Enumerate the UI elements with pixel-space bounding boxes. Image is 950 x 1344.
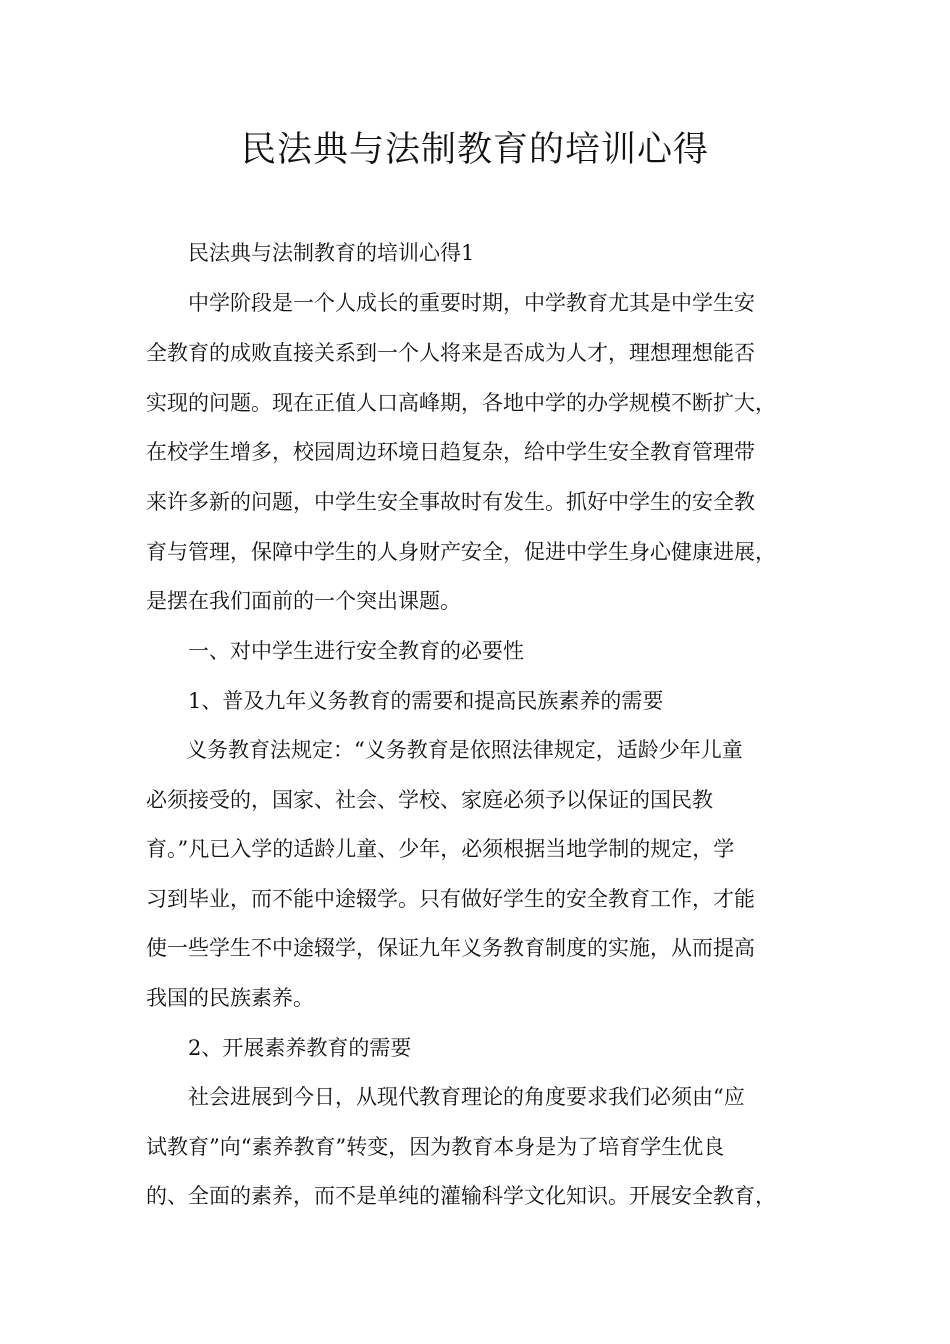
- paragraph-line: 习到毕业，而不能中途辍学。只有做好学生的安全教育工作，才能: [146, 887, 755, 911]
- paragraph-line: 使一些学生不中途辍学，保证九年义务教育制度的实施，从而提高: [146, 936, 755, 960]
- subsection-heading: 1、普及九年义务教育的需要和提高民族素养的需要: [188, 689, 664, 713]
- paragraph-line: 我国的民族素养。: [146, 986, 314, 1010]
- paragraph-line: 必须接受的，国家、社会、学校、家庭必须予以保证的国民教: [146, 788, 713, 812]
- paragraph-line: 实现的问题。现在正值人口高峰期，各地中学的办学规模不断扩大，: [146, 391, 776, 415]
- paragraph-line: 中学阶段是一个人成长的重要时期，中学教育尤其是中学生安: [188, 291, 755, 315]
- paragraph-line: 育。”凡已入学的适龄儿童、少年，必须根据当地学制的规定，学: [146, 837, 735, 861]
- paragraph-line: 社会进展到今日，从现代教育理论的角度要求我们必须由“应: [188, 1085, 745, 1109]
- paragraph-line: 在校学生增多，校园周边环境日趋复杂，给中学生安全教育管理带: [146, 440, 755, 464]
- paragraph-line: 的、全面的素养，而不是单纯的灌输科学文化知识。开展安全教育，: [146, 1184, 776, 1208]
- paragraph-line: 义务教育法规定：“义务教育是依照法律规定，适龄少年儿童: [186, 738, 743, 762]
- section-heading: 一、对中学生进行安全教育的必要性: [188, 639, 524, 663]
- section-heading: 民法典与法制教育的培训心得1: [188, 241, 475, 265]
- paragraph-line: 试教育”向“素养教育”转变，因为教育本身是为了培育学生优良: [146, 1135, 725, 1159]
- document-title: 民法典与法制教育的培训心得: [240, 130, 709, 170]
- paragraph-line: 育与管理，保障中学生的人身财产安全，促进中学生身心健康进展，: [146, 540, 776, 564]
- paragraph-line: 是摆在我们面前的一个突出课题。: [146, 589, 461, 613]
- paragraph-line: 全教育的成败直接关系到一个人将来是否成为人才，理想理想能否: [146, 341, 755, 365]
- subsection-heading: 2、开展素养教育的需要: [188, 1036, 412, 1060]
- paragraph-line: 来许多新的问题，中学生安全事故时有发生。抓好中学生的安全教: [146, 490, 755, 514]
